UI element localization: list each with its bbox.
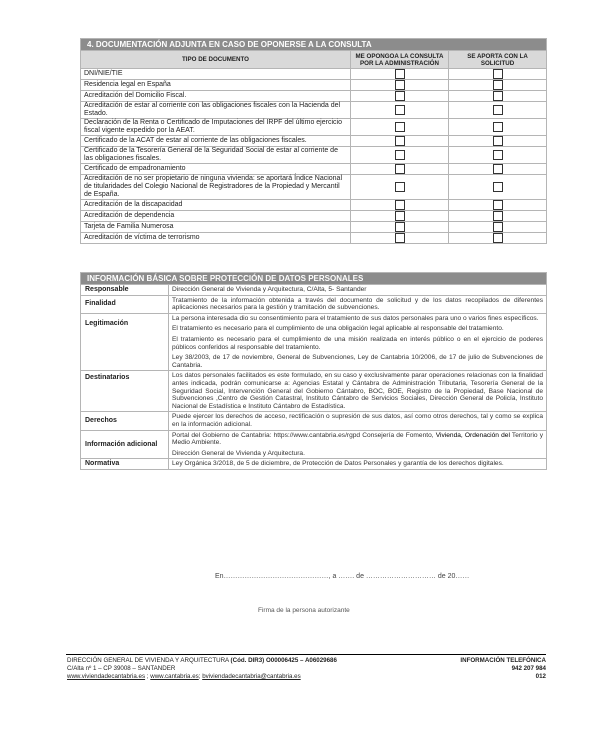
document-type-label: Certificado de empadronamiento xyxy=(81,164,351,175)
document-row xyxy=(81,147,547,164)
attach-checkbox[interactable] xyxy=(493,233,503,243)
privacy-title: INFORMACIÓN BÁSICA SOBRE PROTECCIÓN DE DATOS PERSONALES xyxy=(81,273,547,285)
document-row xyxy=(81,200,547,211)
adicional-direccion: Dirección General de Vivienda y Arquitectura. xyxy=(172,449,305,457)
oppose-checkbox[interactable] xyxy=(395,182,405,192)
document-type-label: Acreditación de dependencia xyxy=(81,211,351,222)
normativa-text: Ley Orgánica 3/2018, de 5 de diciembre, de Protección de Datos Personales y garantía de los derechos digitales. xyxy=(169,459,547,470)
oppose-checkbox[interactable] xyxy=(395,91,405,101)
oppose-checkbox-cell xyxy=(351,69,449,80)
attach-checkbox[interactable] xyxy=(493,211,503,221)
attach-checkbox-cell xyxy=(449,91,547,102)
document-row xyxy=(81,136,547,147)
footer-dir3-code: (Cód. DIR3) O00006425 – A06029686 xyxy=(230,657,337,664)
oppose-checkbox-cell xyxy=(351,164,449,175)
attach-checkbox-cell xyxy=(449,80,547,91)
document-type-label: Acreditación de estar al corriente con las obligaciones fiscales con la Hacienda del Estado. xyxy=(81,102,351,119)
document-type-label: Acreditación del Domicilio Fiscal. xyxy=(81,91,351,102)
documents-table xyxy=(80,38,547,244)
attach-checkbox[interactable] xyxy=(493,69,503,79)
oppose-checkbox[interactable] xyxy=(395,233,405,243)
oppose-checkbox-cell xyxy=(351,175,449,200)
col-document-type: TIPO DE DOCUMENTO xyxy=(81,51,351,69)
attach-checkbox[interactable] xyxy=(493,91,503,101)
link-cantabria[interactable]: www.cantabria.es xyxy=(150,673,199,680)
privacy-table xyxy=(80,272,547,470)
normativa-label: Normativa xyxy=(81,459,169,470)
link-viviendadecantabria[interactable]: www.viviendadecantabria.es xyxy=(67,673,146,680)
date-place-line[interactable]: En………………………………………, a ……. de ………………………… de 20…… xyxy=(215,573,470,580)
attach-checkbox-cell xyxy=(449,211,547,222)
oppose-checkbox[interactable] xyxy=(395,105,405,115)
col-oppose-consultation: ME OPONGOA LA CONSULTA POR LA ADMINISTRACIÓN xyxy=(351,51,449,69)
document-row xyxy=(81,211,547,222)
attach-checkbox-cell xyxy=(449,200,547,211)
phone-info-label: INFORMACIÓN TELEFÓNICA xyxy=(460,657,546,664)
oppose-checkbox-cell xyxy=(351,119,449,136)
attach-checkbox[interactable] xyxy=(493,222,503,232)
document-row xyxy=(81,80,547,91)
legitimacion-public-interest: El tratamiento es necesario para el cumplimiento de una misión realizada en interés público o en el ejercicio de poderes públicos conferidos al responsable del tratamiento. xyxy=(172,335,544,351)
oppose-checkbox[interactable] xyxy=(395,122,405,132)
attach-checkbox-cell xyxy=(449,119,547,136)
finalidad-label: Finalidad xyxy=(81,295,169,313)
footer-org-name: DIRECCIÓN GENERAL DE VIVIENDA Y ARQUITECTURA xyxy=(67,657,231,664)
document-type-label: DNI/NIE/TIE xyxy=(81,69,351,80)
attach-checkbox-cell xyxy=(449,175,547,200)
footer-divider xyxy=(66,654,546,655)
legitimacion-legal-obligation: El tratamiento es necesario para el cumplimiento de una obligación legal aplicable al responsable del tratamiento. xyxy=(172,325,504,333)
col-attached-with-request: SE APORTA CON LA SOLICITUD xyxy=(449,51,547,69)
oppose-checkbox[interactable] xyxy=(395,136,405,146)
oppose-checkbox[interactable] xyxy=(395,200,405,210)
attach-checkbox-cell xyxy=(449,136,547,147)
attach-checkbox[interactable] xyxy=(493,150,503,160)
oppose-checkbox[interactable] xyxy=(395,164,405,174)
oppose-checkbox-cell xyxy=(351,147,449,164)
attach-checkbox-cell xyxy=(449,102,547,119)
oppose-checkbox[interactable] xyxy=(395,211,405,221)
phone-number: 942 207 984 xyxy=(511,665,546,672)
document-page xyxy=(80,38,546,470)
footer-sep: ; xyxy=(145,673,151,680)
document-row xyxy=(81,233,547,244)
oppose-checkbox-cell xyxy=(351,136,449,147)
oppose-checkbox[interactable] xyxy=(395,222,405,232)
footer-sep: ; xyxy=(198,673,203,680)
oppose-checkbox-cell xyxy=(351,80,449,91)
derechos-text: Puede ejercer los derechos de acceso, rectificación o supresión de sus datos, así como otros derechos, tal y como se explica en la información adicional. xyxy=(169,412,547,430)
oppose-checkbox[interactable] xyxy=(395,150,405,160)
destinatarios-text: Los datos personales facilitados es este formulado, en su caso y exclusivamente parar operaciones relacionas con la finalidad antes indicada, podrán comunicarse a: Agencias Estatal y Cántabra de Administración Tributaria, Tesorería General de la Seguridad Social, Intervención General del Gobierno Cántabro, BOC, BOE, Registro de la Propiedad, Base Nacional de Subvenciones ,Centro de Gestión Catastral, Instituto Cántabro de Servicios Sociales, Dirección General de Policía, Instituto Nacional de Estadística e Instituto Cántabro de Estadística. xyxy=(169,371,547,412)
oppose-checkbox-cell xyxy=(351,211,449,222)
destinatarios-label: Destinatarios xyxy=(81,371,169,412)
attach-checkbox[interactable] xyxy=(493,80,503,90)
legitimacion-label: Legitimación xyxy=(81,313,169,371)
document-type-label: Acreditación de la discapacidad xyxy=(81,200,351,211)
attach-checkbox-cell xyxy=(449,69,547,80)
attach-checkbox-cell xyxy=(449,222,547,233)
informacion-adicional-label: Información adicional xyxy=(81,430,169,459)
document-type-label: Certificado de la ACAT de estar al corriente de las obligaciones fiscales. xyxy=(81,136,351,147)
document-row xyxy=(81,164,547,175)
finalidad-text: Tratamiento de la información obtenida a través del documento de solicitud y de los datos recopilados de diferentes aplicaciones necesarios para la gestión y tramitación de subvenciones. xyxy=(169,295,547,313)
adicional-portal-emph: Vivienda, Ordenación del xyxy=(435,431,510,439)
attach-checkbox[interactable] xyxy=(493,200,503,210)
oppose-checkbox-cell xyxy=(351,200,449,211)
attach-checkbox[interactable] xyxy=(493,136,503,146)
informacion-adicional-text xyxy=(169,430,547,459)
document-type-label: Acreditación de no ser propietario de ninguna vivienda: se aportará Índice Nacional de titularidades del Colegio Nacional de Registradores de la Propiedad y Mercantil de España. xyxy=(81,175,351,200)
document-type-label: Acreditación de víctima de terrorismo xyxy=(81,233,351,244)
section-4-title: 4. DOCUMENTACIÓN ADJUNTA EN CASO DE OPONERSE A LA CONSULTA xyxy=(81,39,547,51)
legitimacion-consent: La persona interesada dio su consentimiento para el tratamiento de sus datos personales para uno o varios fines específicos. xyxy=(172,314,539,322)
document-type-label: Certificado de la Tesorería General de la Seguridad Social de estar al corriente de las obligaciones fiscales. xyxy=(81,147,351,164)
document-row xyxy=(81,102,547,119)
footer-links xyxy=(67,673,427,681)
footer-line-1 xyxy=(67,657,427,665)
attach-checkbox[interactable] xyxy=(493,122,503,132)
attach-checkbox-cell xyxy=(449,233,547,244)
document-row xyxy=(81,91,547,102)
responsable-text: Dirección General de Vivienda y Arquitectura, C/Alta, 5- Santander xyxy=(169,285,547,296)
document-row xyxy=(81,119,547,136)
oppose-checkbox-cell xyxy=(351,102,449,119)
derechos-label: Derechos xyxy=(81,412,169,430)
link-email[interactable]: bviviendadecantabria@cantabria.es xyxy=(202,673,301,680)
document-type-label: Declaración de la Renta o Certificado de Imputaciones del IRPF del último ejercicio fiscal vigente expedido por la AEAT. xyxy=(81,119,351,136)
attach-checkbox-cell xyxy=(449,164,547,175)
footer-left xyxy=(67,657,427,681)
footer-address: C/Alta nº 1 – CP 39008 – SANTANDER xyxy=(67,665,176,672)
oppose-checkbox[interactable] xyxy=(395,80,405,90)
document-type-label: Residencia legal en España xyxy=(81,80,351,91)
oppose-checkbox-cell xyxy=(351,222,449,233)
attach-checkbox[interactable] xyxy=(493,164,503,174)
oppose-checkbox-cell xyxy=(351,233,449,244)
footer-right xyxy=(426,657,546,681)
attach-checkbox-cell xyxy=(449,147,547,164)
legitimacion-laws: Ley 38/2003, de 17 de noviembre, General de Subvenciones, Ley de Cantabria 10/2006, de 17 de julio de Subvenciones de Cantabria. xyxy=(172,354,544,369)
adicional-portal-tail: Territorio y Medio Ambiente. xyxy=(172,431,544,447)
adicional-portal xyxy=(172,432,543,447)
oppose-checkbox[interactable] xyxy=(395,69,405,79)
responsable-label: Responsable xyxy=(81,285,169,296)
signature-label: Firma de la persona autorizante xyxy=(258,607,350,614)
attach-checkbox[interactable] xyxy=(493,105,503,115)
attach-checkbox[interactable] xyxy=(493,182,503,192)
oppose-checkbox-cell xyxy=(351,91,449,102)
document-type-label: Tarjeta de Familia Numerosa xyxy=(81,222,351,233)
phone-short-number: 012 xyxy=(535,673,546,680)
document-row xyxy=(81,69,547,80)
document-row xyxy=(81,222,547,233)
legitimacion-text xyxy=(169,313,547,371)
adicional-portal-text: Portal del Gobierno de Cantabria: https://www.cantabria.es/rgpd Consejería de Fomento, xyxy=(172,431,436,439)
document-row xyxy=(81,175,547,200)
